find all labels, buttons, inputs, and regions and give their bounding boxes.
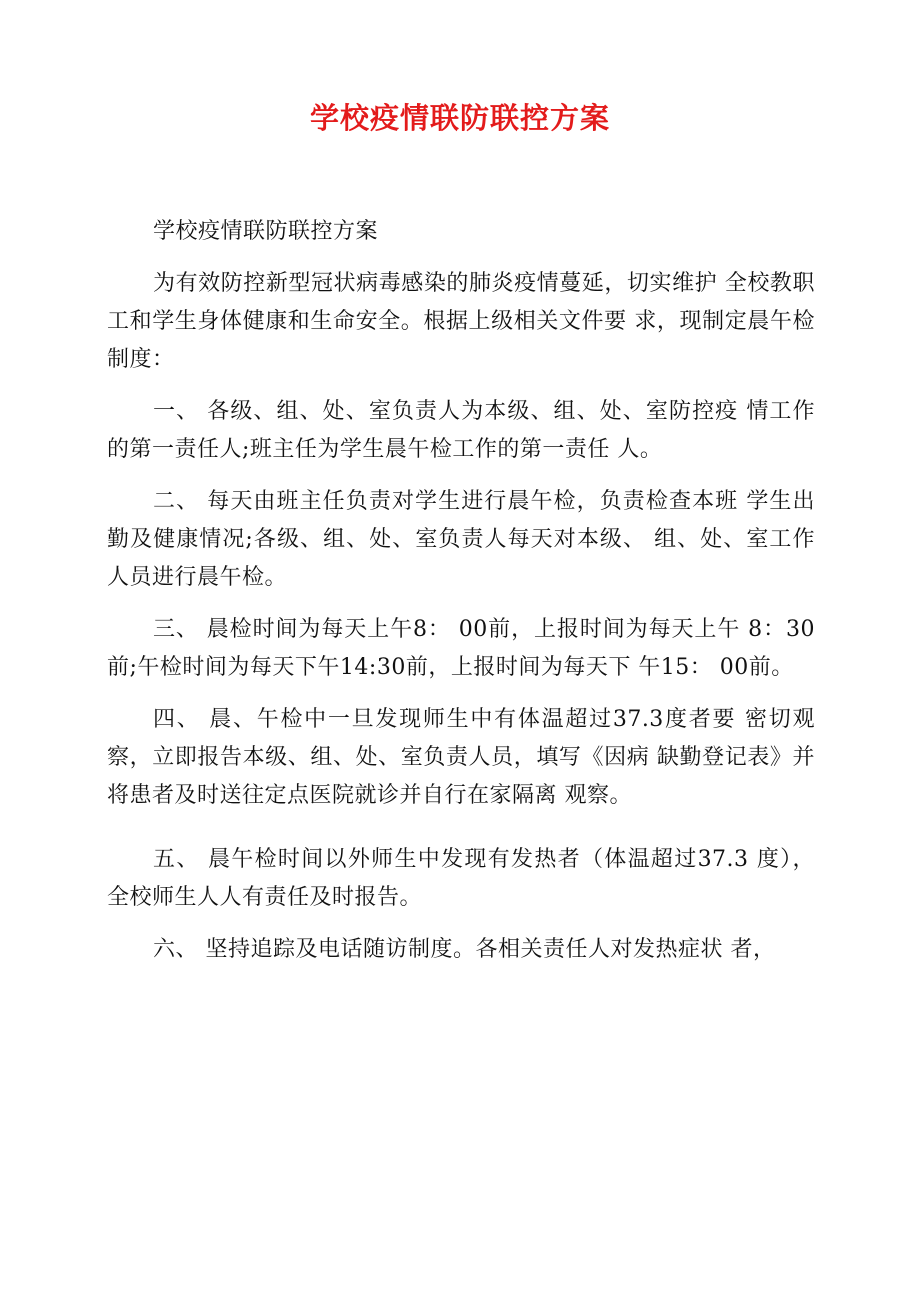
document-title: 学校疫情联防联控方案 (309, 101, 610, 135)
paragraph-item-6: 六、 坚持追踪及电话随访制度。各相关责任人对发热症状 者， (153, 937, 776, 962)
document-body (107, 213, 815, 983)
paragraph-item-3: 三、 晨检时间为每天上午8： 00前，上报时间为每天上午 8：30前;午检时间为每天下午14:30前，上报时间为每天下 午15： 00前。 (107, 617, 815, 680)
paragraph-subtitle: 学校疫情联防联控方案 (153, 219, 379, 244)
paragraph-item-1: 一、 各级、组、处、室负责人为本级、组、处、室防控疫 情工作的第一责任人;班主任为学生晨午检工作的第一责任 人。 (107, 399, 815, 462)
paragraph-intro: 为有效防控新型冠状病毒感染的肺炎疫情蔓延，切实维护 全校教职工和学生身体健康和生命安全。根据上级相关文件要 求，现制定晨午检制度： (107, 271, 815, 372)
paragraph-item-4: 四、 晨、午检中一旦发现师生中有体温超过37.3度者要 密切观察，立即报告本级、组、处、室负责人员，填写《因病 缺勤登记表》并将患者及时送往定点医院就诊并自行在家隔离 观察。 (107, 707, 815, 808)
paragraph-item-2: 二、 每天由班主任负责对学生进行晨午检，负责检查本班 学生出勤及健康情况;各级、组、处、室负责人每天对本级、 组、处、室工作人员进行晨午检。 (107, 489, 815, 590)
paragraph-item-5: 五、 晨午检时间以外师生中发现有发热者（体温超过37.3 度），全校师生人人有责任及时报告。 (107, 847, 815, 910)
